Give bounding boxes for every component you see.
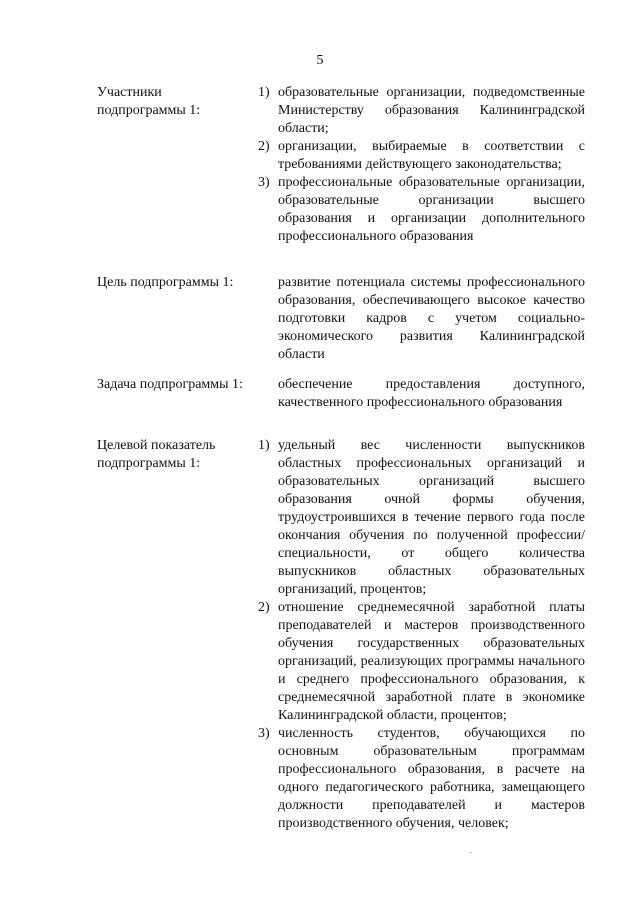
- section-label: [97, 84, 257, 120]
- item-number: 1): [258, 85, 270, 100]
- list-item: [258, 437, 585, 599]
- label-line: Участники: [97, 85, 162, 100]
- label-line: Целевой показатель: [97, 438, 216, 453]
- item-number: 1): [258, 438, 270, 453]
- list-item: [258, 174, 585, 246]
- item-text: профессиональные образовательные организации, образовательные организации высшего образования и организации дополнительного профессионального образования: [278, 175, 585, 244]
- label-line: подпрограммы 1:: [97, 103, 201, 118]
- item-text: удельный вес численности выпускников областных профессиональных организаций и образовательных организаций высшего образования очной формы обучения, трудоустроившихся в течение первого года после окончания обучения по полученной профессии/специальности, от общего количества выпускников областных образовательных организаций, процентов;: [278, 438, 585, 597]
- section-label: [97, 437, 257, 473]
- scan-dot: [470, 852, 472, 853]
- list-item: [258, 599, 585, 725]
- item-text: образовательные организации, подведомственные Министерству образования Калининградской области;: [278, 85, 585, 136]
- section-label: [97, 376, 257, 394]
- section-content: [258, 274, 585, 364]
- label-line: подпрограммы 1:: [97, 456, 201, 471]
- paragraph: обеспечение предоставления доступного, качественного профессионального образования: [278, 377, 585, 410]
- label-line: Задача подпрограммы 1:: [97, 377, 243, 392]
- list-item: [258, 725, 585, 833]
- list-item: [258, 84, 585, 138]
- item-number: 3): [258, 175, 270, 190]
- label-line: Цель подпрограммы 1:: [97, 275, 234, 290]
- item-text: численность студентов, обучающихся по основным образовательным программам профессионального образования, в расчете на одного педагогического работника, замещающего должности преподавателей и мастеров производственного обучения, человек;: [278, 726, 585, 831]
- section-content: [258, 84, 585, 246]
- page-number: 5: [316, 53, 324, 68]
- item-number: 2): [258, 139, 270, 154]
- paragraph: развитие потенциала системы профессионального образования, обеспечивающего высокое качество подготовки кадров с учетом социально-экономического развития Калининградской области: [278, 275, 585, 362]
- section-content: [258, 376, 585, 412]
- section-label: [97, 274, 257, 292]
- item-text: отношение среднемесячной заработной платы преподавателей и мастеров производственного обучения государственных образовательных организаций, реализующих программы начального и среднего профессионального образования, к среднемесячной заработной плате в экономике Калининградской области, процентов;: [278, 600, 585, 723]
- item-number: 2): [258, 600, 270, 615]
- list-item: [258, 138, 585, 174]
- item-number: 3): [258, 726, 270, 741]
- section-content: [258, 437, 585, 833]
- item-text: организации, выбираемые в соответствии с требованиями действующего законодательства;: [278, 139, 585, 172]
